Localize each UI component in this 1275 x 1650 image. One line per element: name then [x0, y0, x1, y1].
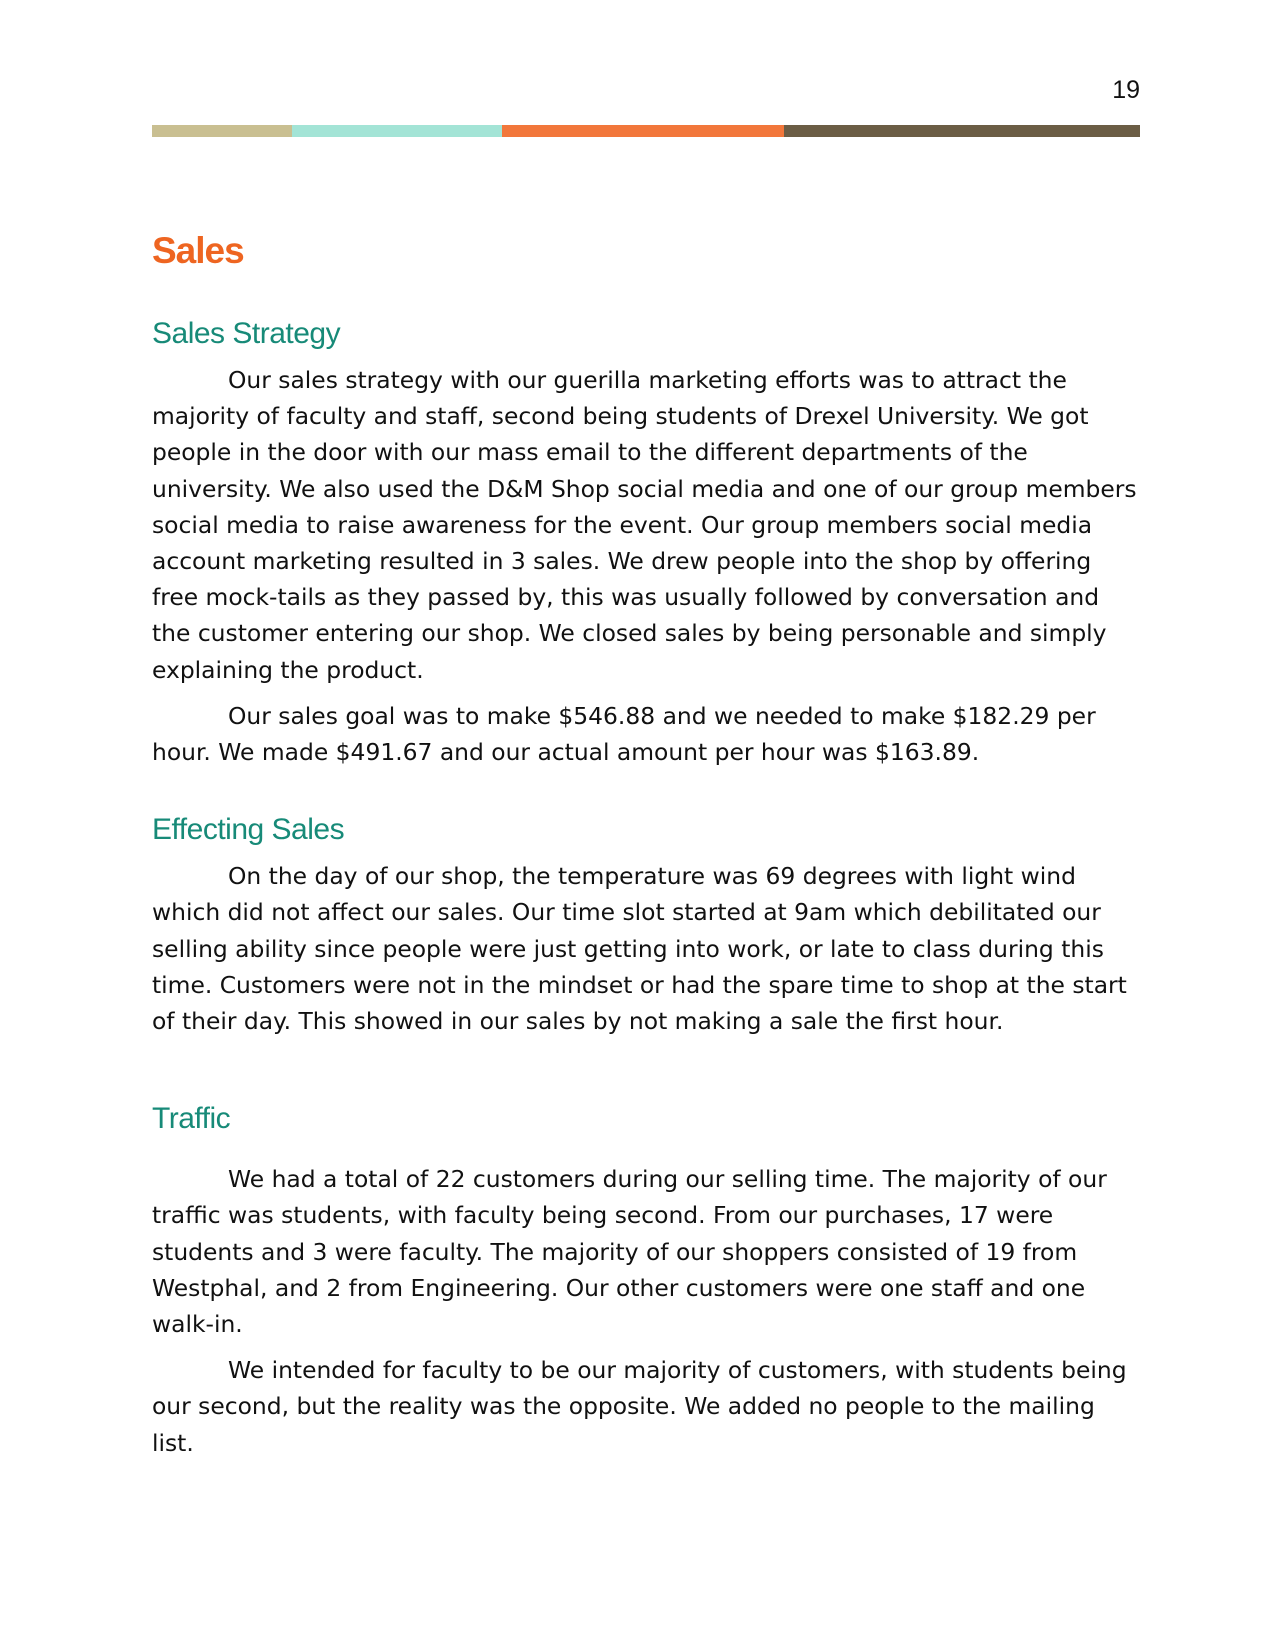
page-title: Sales [152, 230, 244, 271]
section-heading: Traffic [152, 1102, 231, 1136]
paragraph: Our sales strategy with our guerilla marketing efforts was to attract the majority of faculty and staff, second being students of Drexel University. We got people in the door with our mass email to the different departments of the university. We also used the D&M Shop social media and one of our group members social media to raise awareness for the event. Our group members social media account marketing resulted in 3 sales. We drew people into the shop by offering free mock-tails as they passed by, this was usually followed by conversation and the customer entering our shop. We closed sales by being personable and simply explaining the product. [152, 366, 1137, 684]
paragraph: We intended for faculty to be our majority of customers, with students being our second, but the reality was the opposite. We added no people to the mailing list. [152, 1356, 1127, 1457]
section-heading: Effecting Sales [152, 813, 345, 847]
section-effecting-sales [152, 810, 1142, 1039]
color-bar-segment-tan [152, 125, 292, 137]
section-heading: Sales Strategy [152, 317, 341, 350]
paragraph: We had a total of 22 customers during our selling time. The majority of our traffic was students, with faculty being second. From our purchases, 17 were students and 3 were faculty. The majority of our shoppers consisted of 19 from Westphal, and 2 from Engineering. Our other customers were one staff and one walk-in. [152, 1165, 1107, 1339]
color-bar-segment-mint [292, 125, 502, 137]
section-sales-strategy [152, 314, 1142, 770]
page-number: 19 [1112, 76, 1140, 104]
paragraph: Our sales goal was to make $546.88 and we needed to make $182.29 per hour. We made $491.67 and our actual amount per hour was $163.89. [152, 701, 1096, 767]
color-bar-segment-orange [502, 125, 784, 137]
header-color-bar [152, 125, 1140, 137]
color-bar-segment-brown [784, 125, 1140, 137]
document-body [152, 230, 1142, 1461]
section-traffic [152, 1099, 1142, 1461]
paragraph: On the day of our shop, the temperature was 69 degrees with light wind which did not affect our sales. Our time slot started at 9am which debilitated our selling ability since people were just getting into work, or late to class during this time. Customers were not in the mindset or had the spare time to shop at the start of their day. This showed in our sales by not making a sale the first hour. [152, 862, 1127, 1036]
